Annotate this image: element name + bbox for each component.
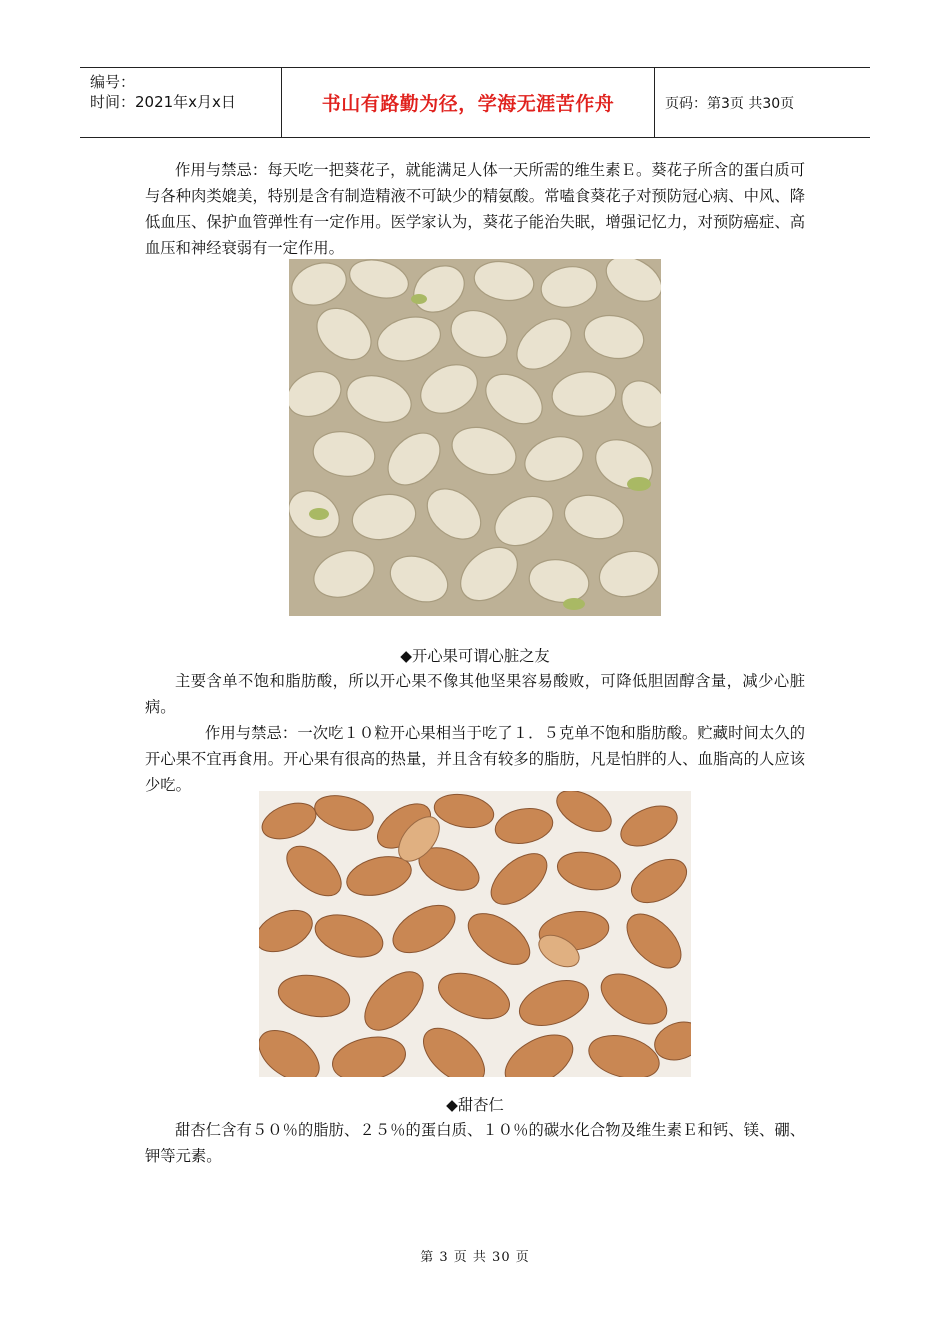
document-date-label: 时间：2021年x月x日 — [90, 93, 236, 111]
almond-caption: ◆甜杏仁 — [446, 1096, 504, 1114]
almond-photo — [259, 791, 691, 1077]
header-motto: 书山有路勤为径，学海无涯苦作舟 — [282, 68, 655, 137]
pistachio-caption: ◆开心果可谓心脏之友 — [400, 647, 550, 665]
pistachio-intro-paragraph: 主要含单不饱和脂肪酸，所以开心果不像其他坚果容易酸败，可降低胆固醇含量，减少心脏病。 — [145, 672, 805, 716]
document-number-label: 编号： — [90, 73, 136, 91]
header-info-cell — [80, 68, 282, 137]
header-page-label: 页码：第3页 共30页 — [665, 95, 795, 112]
page-footer: 第 3 页 共 30 页 — [420, 1250, 530, 1265]
sunflower-seed-paragraph: 作用与禁忌：每天吃一把葵花子，就能满足人体一天所需的维生素Ｅ。葵花子所含的蛋白质可与各种肉类媲美，特别是含有制造精液不可缺少的精氨酸。常嗑食葵花子对预防冠心病、中风、降低血压、保护血管弹性有一定作用。医学家认为，葵花子能治失眠，增强记忆力，对预防癌症、高血压和神经衰弱有一定作用。 — [145, 161, 805, 257]
almond-paragraph: 甜杏仁含有５０％的脂肪、２５％的蛋白质、１０％的碳水化合物及维生素Ｅ和钙、镁、硼、钾等元素。 — [145, 1121, 805, 1165]
pistachio-photo — [289, 259, 661, 616]
document-header — [80, 67, 870, 138]
pistachio-usage-paragraph: 作用与禁忌：一次吃１０粒开心果相当于吃了１．５克单不饱和脂肪酸。贮藏时间太久的开心果不宜再食用。开心果有很高的热量，并且含有较多的脂肪，凡是怕胖的人、血脂高的人应该少吃。 — [145, 724, 805, 794]
